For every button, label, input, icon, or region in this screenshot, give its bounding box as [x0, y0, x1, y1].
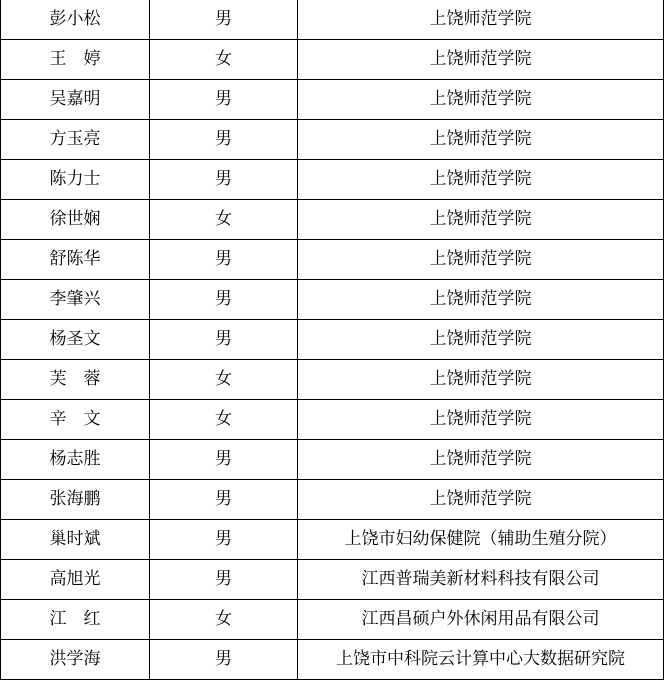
- name-cell: 王 婷: [1, 40, 150, 80]
- gender-cell: 男: [150, 560, 298, 600]
- table-row: [1, 200, 664, 240]
- gender-cell: 男: [150, 120, 298, 160]
- gender-cell: 男: [150, 0, 298, 40]
- table-row: [1, 640, 664, 680]
- name-cell: 高旭光: [1, 560, 150, 600]
- table-row: [1, 480, 664, 520]
- organization-cell: 江西普瑞美新材料科技有限公司: [298, 560, 664, 600]
- organization-cell: 上饶师范学院: [298, 360, 664, 400]
- table-row: [1, 400, 664, 440]
- table-row: [1, 160, 664, 200]
- gender-cell: 男: [150, 480, 298, 520]
- gender-cell: 男: [150, 520, 298, 560]
- table-row: [1, 320, 664, 360]
- table-row: [1, 600, 664, 640]
- table-row: [1, 280, 664, 320]
- organization-cell: 上饶师范学院: [298, 0, 664, 40]
- gender-cell: 女: [150, 360, 298, 400]
- organization-cell: 上饶师范学院: [298, 240, 664, 280]
- gender-cell: 男: [150, 640, 298, 680]
- roster-table-body: [1, 0, 664, 680]
- organization-cell: 上饶市中科院云计算中心大数据研究院: [298, 640, 664, 680]
- table-row: [1, 360, 664, 400]
- table-row: [1, 560, 664, 600]
- name-cell: 李肇兴: [1, 280, 150, 320]
- table-row: [1, 80, 664, 120]
- name-cell: 舒陈华: [1, 240, 150, 280]
- name-cell: 杨志胜: [1, 440, 150, 480]
- name-cell: 徐世娴: [1, 200, 150, 240]
- gender-cell: 男: [150, 280, 298, 320]
- name-cell: 张海鹏: [1, 480, 150, 520]
- organization-cell: 上饶师范学院: [298, 440, 664, 480]
- gender-cell: 女: [150, 200, 298, 240]
- name-cell: 方玉亮: [1, 120, 150, 160]
- table-row: [1, 0, 664, 40]
- name-cell: 洪学海: [1, 640, 150, 680]
- gender-cell: 男: [150, 440, 298, 480]
- organization-cell: 上饶师范学院: [298, 160, 664, 200]
- name-cell: 杨圣文: [1, 320, 150, 360]
- organization-cell: 上饶市妇幼保健院（辅助生殖分院）: [298, 520, 664, 560]
- name-cell: 辛 文: [1, 400, 150, 440]
- name-cell: 巢时斌: [1, 520, 150, 560]
- organization-cell: 上饶师范学院: [298, 400, 664, 440]
- gender-cell: 男: [150, 80, 298, 120]
- name-cell: 陈力士: [1, 160, 150, 200]
- name-cell: 吴嘉明: [1, 80, 150, 120]
- table-row: [1, 520, 664, 560]
- gender-cell: 男: [150, 320, 298, 360]
- table-row: [1, 40, 664, 80]
- organization-cell: 上饶师范学院: [298, 320, 664, 360]
- gender-cell: 女: [150, 40, 298, 80]
- organization-cell: 上饶师范学院: [298, 80, 664, 120]
- name-cell: 芙 蓉: [1, 360, 150, 400]
- organization-cell: 上饶师范学院: [298, 200, 664, 240]
- name-cell: 江 红: [1, 600, 150, 640]
- name-cell: 彭小松: [1, 0, 150, 40]
- organization-cell: 上饶师范学院: [298, 480, 664, 520]
- gender-cell: 男: [150, 160, 298, 200]
- gender-cell: 女: [150, 600, 298, 640]
- table-row: [1, 240, 664, 280]
- gender-cell: 男: [150, 240, 298, 280]
- organization-cell: 江西昌硕户外休闲用品有限公司: [298, 600, 664, 640]
- table-row: [1, 440, 664, 480]
- gender-cell: 女: [150, 400, 298, 440]
- organization-cell: 上饶师范学院: [298, 280, 664, 320]
- table-row: [1, 120, 664, 160]
- organization-cell: 上饶师范学院: [298, 120, 664, 160]
- organization-cell: 上饶师范学院: [298, 40, 664, 80]
